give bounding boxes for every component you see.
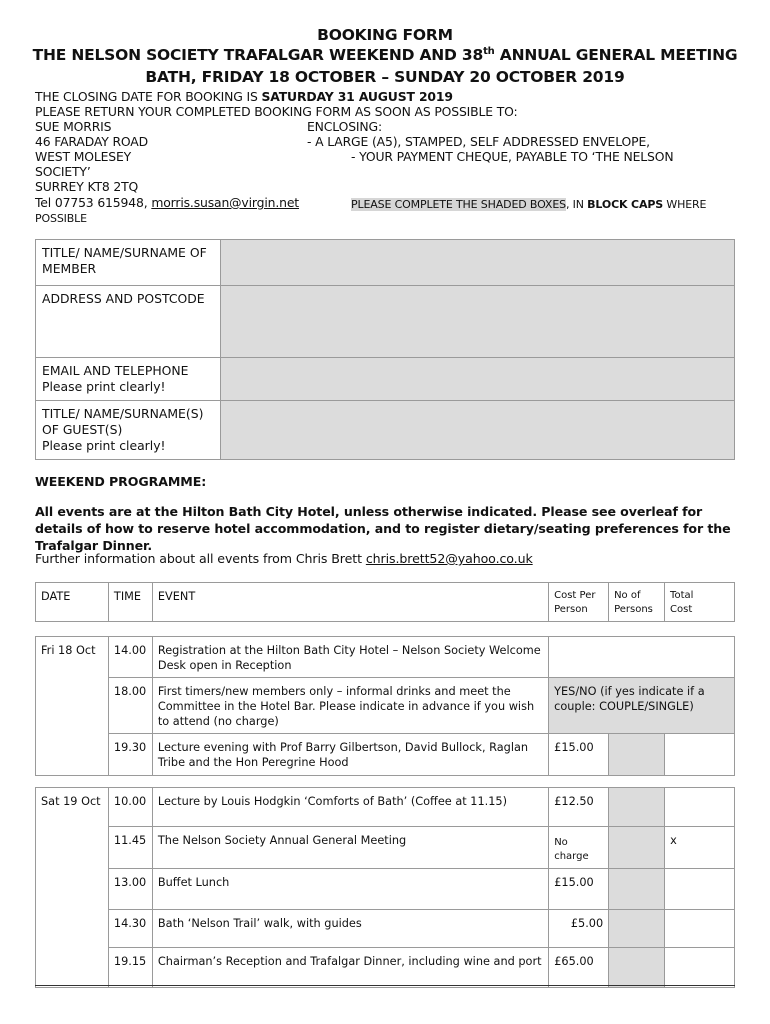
total-field[interactable] <box>665 869 735 910</box>
event-description: Chairman’s Reception and Trafalgar Dinner, including wine and port <box>152 948 548 988</box>
event-row-sat-1300 <box>36 869 735 910</box>
event-row-fri-1800 <box>36 678 735 734</box>
member-name-field[interactable] <box>220 240 734 286</box>
closing-prefix: THE CLOSING DATE FOR BOOKING IS <box>35 89 262 104</box>
shaded-instruction <box>351 198 706 211</box>
event-header: EVENT <box>152 583 548 622</box>
total-field[interactable] <box>665 734 735 776</box>
event-time: 19.30 <box>108 734 152 776</box>
member-details-form <box>35 239 735 460</box>
persons-field[interactable] <box>609 910 665 948</box>
event-row-sat-1430 <box>36 910 735 948</box>
yes-no-field[interactable]: YES/NO (if yes indicate if a couple: COUPLE/SINGLE) <box>549 678 735 734</box>
persons-header-1: No of <box>614 590 641 601</box>
event-description: First timers/new members only – informal drinks and meet the Committee in the Hotel Bar. Please indicate in advance if you wish to attend (no charge) <box>152 678 548 734</box>
events-header-row <box>36 583 735 622</box>
total-header-2: Cost <box>670 604 693 615</box>
further-info-line <box>35 551 533 566</box>
chris-email-link[interactable]: chris.brett52@yahoo.co.uk <box>365 551 533 566</box>
member-name-label-2: MEMBER <box>42 261 97 276</box>
programme-paragraph: All events are at the Hilton Bath City Hotel, unless otherwise indicated. Please see overleaf for details of how to reserve hotel accommodation, and to register dietary/seating preferences for the Trafalgar Dinner. <box>35 504 731 553</box>
event-dates: BATH, FRIDAY 18 OCTOBER – SUNDAY 20 OCTOBER 2019 <box>145 68 625 86</box>
event-cost: £65.00 <box>549 948 609 988</box>
closing-date-line <box>35 89 453 104</box>
address-line-4: SOCIETY’ <box>35 164 91 179</box>
event-time: 14.30 <box>108 910 152 948</box>
event-time: 10.00 <box>108 788 152 827</box>
event-title-rest: ANNUAL GENERAL MEETING <box>494 46 738 65</box>
event-time: 18.00 <box>108 678 152 734</box>
address-label <box>36 286 221 358</box>
event-row-sat-1000 <box>36 788 735 827</box>
address-line-1: SUE MORRIS <box>35 119 112 134</box>
enclosing-item-2: - YOUR PAYMENT CHEQUE, PAYABLE TO ‘THE NELSON <box>351 149 674 164</box>
guest-label <box>36 401 221 460</box>
total-field[interactable] <box>665 948 735 988</box>
closing-date: SATURDAY 31 AUGUST 2019 <box>261 89 453 104</box>
programme-heading: WEEKEND PROGRAMME: <box>35 474 207 489</box>
cost-header <box>549 583 609 622</box>
enclosing-heading: ENCLOSING: <box>307 119 383 134</box>
guest-names-field[interactable] <box>220 401 734 460</box>
address-line-5: SURREY KT8 2TQ <box>35 179 139 194</box>
instruction-mid: , IN <box>565 198 588 211</box>
persons-field[interactable] <box>609 869 665 910</box>
events-header-table <box>35 582 735 622</box>
event-row-sat-1915 <box>36 948 735 988</box>
contact-email-link[interactable]: morris.susan@virgin.net <box>151 195 300 210</box>
event-time: 11.45 <box>108 827 152 869</box>
cost-header-1: Cost Per <box>554 590 596 601</box>
persons-field[interactable] <box>609 948 665 988</box>
event-cost: £15.00 <box>549 869 609 910</box>
persons-field[interactable] <box>609 827 665 869</box>
email-telephone-field[interactable] <box>220 358 734 401</box>
event-cost: £5.00 <box>549 910 609 948</box>
event-description: The Nelson Society Annual General Meeting <box>152 827 548 869</box>
saturday-date: Sat 19 Oct <box>36 788 109 988</box>
persons-field[interactable] <box>609 734 665 776</box>
event-description: Buffet Lunch <box>152 869 548 910</box>
member-name-label-1: TITLE/ NAME/SURNAME OF <box>42 245 207 260</box>
guest-label-2: OF GUEST(S) <box>42 422 123 437</box>
event-time: 19.15 <box>108 948 152 988</box>
member-name-row <box>36 240 735 286</box>
persons-field[interactable] <box>609 788 665 827</box>
instruction-possible: POSSIBLE <box>35 212 87 225</box>
email-label-2: Please print clearly! <box>42 379 166 394</box>
guest-label-1: TITLE/ NAME/SURNAME(S) <box>42 406 204 421</box>
address-row <box>36 286 735 358</box>
event-cost-blank <box>549 637 735 678</box>
total-field[interactable] <box>665 788 735 827</box>
telephone: Tel 07753 615948, <box>35 195 152 210</box>
friday-date: Fri 18 Oct <box>36 637 109 776</box>
event-cost: £15.00 <box>549 734 609 776</box>
address-label-1: ADDRESS AND POSTCODE <box>42 291 205 306</box>
total-header <box>665 583 735 622</box>
persons-header <box>609 583 665 622</box>
guest-row <box>36 401 735 460</box>
total-header-1: Total <box>670 590 694 601</box>
event-description: Bath ‘Nelson Trail’ walk, with guides <box>152 910 548 948</box>
shaded-boxes-text: PLEASE COMPLETE THE SHADED BOXES <box>351 198 566 211</box>
event-title-main: THE NELSON SOCIETY TRAFALGAR WEEKEND AND 38 <box>32 46 484 65</box>
date-header: DATE <box>36 583 109 622</box>
email-label-1: EMAIL AND TELEPHONE <box>42 363 189 378</box>
total-field: x <box>665 827 735 869</box>
event-description: Lecture evening with Prof Barry Gilbertson, David Bullock, Raglan Tribe and the Hon Peregrine Hood <box>152 734 548 776</box>
email-label <box>36 358 221 401</box>
event-time: 13.00 <box>108 869 152 910</box>
instruction-where: WHERE <box>663 198 707 211</box>
return-line: PLEASE RETURN YOUR COMPLETED BOOKING FORM AS SOON AS POSSIBLE TO: <box>35 104 518 119</box>
saturday-events-table <box>35 787 735 988</box>
event-cost: £12.50 <box>549 788 609 827</box>
event-description: Registration at the Hilton Bath City Hotel – Nelson Society Welcome Desk open in Reception <box>152 637 548 678</box>
event-time: 14.00 <box>108 637 152 678</box>
enclosing-item-1: - A LARGE (A5), STAMPED, SELF ADDRESSED ENVELOPE, <box>307 134 650 149</box>
event-row-fri-1930 <box>36 734 735 776</box>
further-info-text: Further information about all events from Chris Brett <box>35 551 366 566</box>
email-row <box>36 358 735 401</box>
block-caps-text: BLOCK CAPS <box>587 198 664 211</box>
address-field[interactable] <box>220 286 734 358</box>
form-title: BOOKING FORM <box>317 26 453 44</box>
event-row-sat-1145 <box>36 827 735 869</box>
event-title-sup: th <box>483 46 495 57</box>
table-bottom-divider <box>35 985 735 986</box>
contact-line <box>35 195 299 210</box>
friday-events-table <box>35 636 735 776</box>
cost-header-2: Person <box>554 604 588 615</box>
event-cost: No charge <box>549 827 609 869</box>
total-field[interactable] <box>665 910 735 948</box>
address-line-2: 46 FARADAY ROAD <box>35 134 149 149</box>
event-description: Lecture by Louis Hodgkin ‘Comforts of Bath’ (Coffee at 11.15) <box>152 788 548 827</box>
member-name-label <box>36 240 221 286</box>
persons-header-2: Persons <box>614 604 653 615</box>
time-header: TIME <box>108 583 152 622</box>
address-line-3: WEST MOLESEY <box>35 149 132 164</box>
event-row-fri-1400 <box>36 637 735 678</box>
guest-label-3: Please print clearly! <box>42 438 166 453</box>
event-title <box>0 46 770 64</box>
